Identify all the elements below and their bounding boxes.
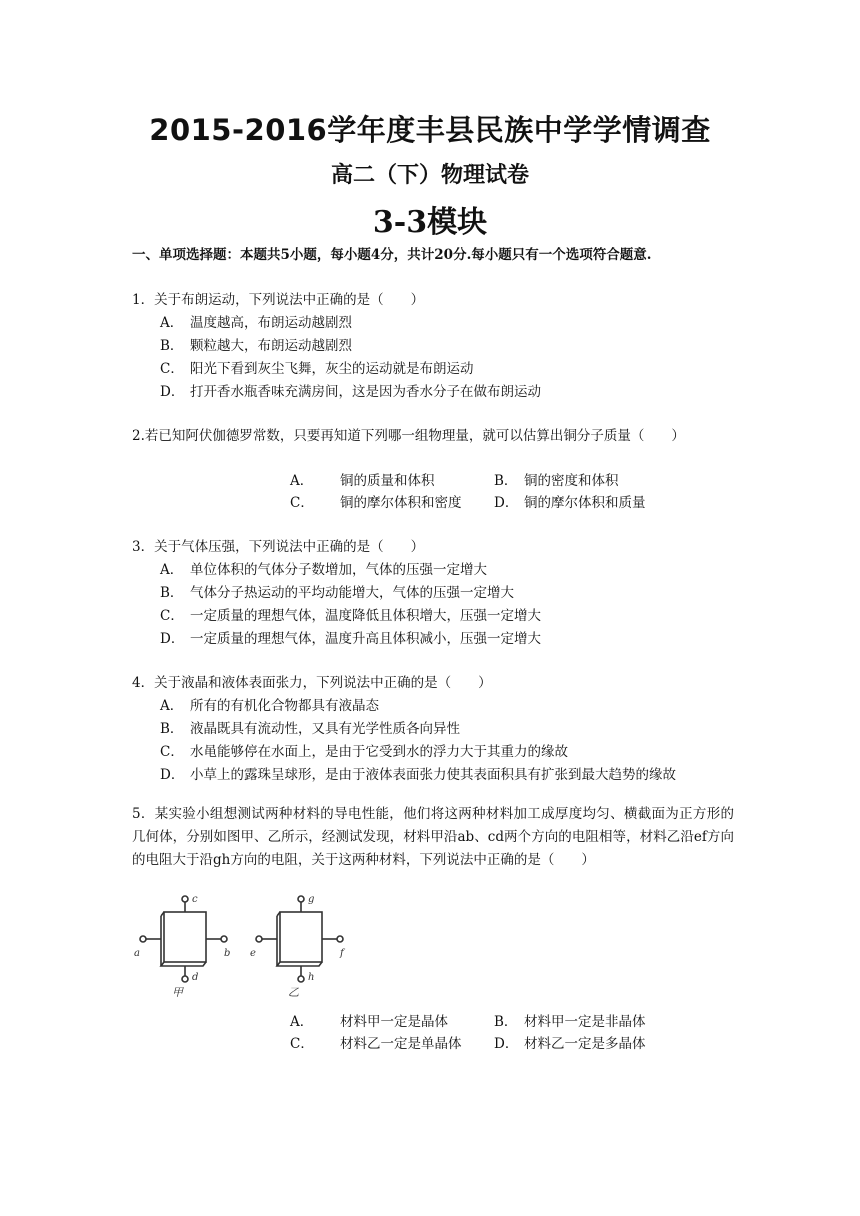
option-letter: C．	[290, 1036, 314, 1052]
option-text: 所有的有机化合物都具有液晶态	[190, 698, 379, 714]
label-f: f	[340, 948, 344, 959]
question-4-option-c	[160, 740, 568, 760]
question-1-option-b	[160, 334, 352, 354]
option-letter: D．	[160, 767, 185, 783]
option-text: 单位体积的气体分子数增加，气体的压强一定增大	[190, 562, 487, 578]
question-1-stem: 1．关于布朗运动，下列说法中正确的是（ ）	[132, 292, 425, 308]
question-1-option-c	[160, 357, 474, 377]
caption-yi: 乙	[288, 986, 299, 999]
option-text: 气体分子热运动的平均动能增大，气体的压强一定增大	[190, 585, 514, 601]
label-h: h	[308, 972, 315, 983]
label-c: c	[192, 894, 198, 905]
question-5-stem: 5．某实验小组想测试两种材料的导电性能，他们将这两种材料加工成厚度均匀、横截面为正方形的几何体，分别如图甲、乙所示，经测试发现，材料甲沿ab、cd两个方向的电阻相等，材料乙沿ef方向的电阻大于沿gh方向的电阻，关于这两种材料，下列说法中正确的是（ ）	[132, 806, 734, 868]
option-letter: C．	[160, 744, 184, 760]
question-4-option-d	[160, 763, 676, 783]
option-letter: A．	[160, 315, 184, 331]
option-text: 一定质量的理想气体，温度升高且体积减小，压强一定增大	[190, 631, 541, 647]
label-b: b	[224, 948, 231, 959]
option-letter: D．	[160, 631, 185, 647]
question-3-option-a	[160, 558, 487, 578]
option-text: 打开香水瓶香味充满房间，这是因为香水分子在做布朗运动	[190, 384, 541, 400]
option-text: 阳光下看到灰尘飞舞，灰尘的运动就是布朗运动	[190, 361, 474, 377]
option-text: 铜的密度和体积	[524, 473, 619, 489]
option-text: 一定质量的理想气体，温度降低且体积增大，压强一定增大	[190, 608, 541, 624]
question-2-option-b	[494, 469, 619, 489]
question-1-option-a	[160, 311, 352, 331]
label-a: a	[134, 948, 140, 959]
option-letter: A．	[290, 1014, 314, 1030]
question-5-option-d	[494, 1032, 646, 1052]
exam-subtitle: 高二（下）物理试卷	[330, 163, 529, 188]
option-text: 材料乙一定是多晶体	[524, 1036, 646, 1052]
option-letter: C．	[160, 608, 184, 624]
caption-jia: 甲	[172, 986, 183, 999]
option-letter: B．	[494, 473, 518, 489]
option-text: 材料甲一定是非晶体	[524, 1014, 646, 1030]
question-2-stem: 2.若已知阿伏伽德罗常数，只要再知道下列哪一组物理量，就可以估算出铜分子质量（ ）	[132, 428, 685, 444]
option-text: 铜的质量和体积	[340, 473, 435, 489]
option-text: 颗粒越大，布朗运动越剧烈	[190, 338, 352, 354]
question-3-option-c	[160, 604, 541, 624]
question-5-figure	[132, 890, 372, 1000]
question-3-stem: 3．关于气体压强，下列说法中正确的是（ ）	[132, 539, 425, 555]
question-4-stem: 4．关于液晶和液体表面张力，下列说法中正确的是（ ）	[132, 675, 492, 691]
question-5-option-a	[290, 1010, 448, 1030]
option-letter: C．	[290, 495, 314, 511]
question-3-option-b	[160, 581, 514, 601]
question-3-option-d	[160, 627, 541, 647]
option-letter: D．	[494, 495, 519, 511]
option-letter: B．	[160, 585, 184, 601]
module-title: 3-3模块	[372, 205, 488, 240]
option-letter: A．	[290, 473, 314, 489]
option-letter: A．	[160, 698, 184, 714]
question-5-option-c	[290, 1032, 462, 1052]
label-e: e	[250, 948, 256, 959]
option-letter: C．	[160, 361, 184, 377]
question-2-option-c	[290, 491, 462, 511]
exam-title: 2015-2016学年度丰县民族中学学情调查	[149, 113, 711, 147]
option-letter: B．	[160, 721, 184, 737]
question-4-option-a	[160, 694, 379, 714]
figure-yi	[256, 896, 343, 982]
section-heading: 一、单项选择题：本题共5小题，每小题4分，共计20分.每小题只有一个选项符合题意.	[132, 247, 652, 263]
question-1-option-d	[160, 380, 541, 400]
option-letter: B．	[160, 338, 184, 354]
option-text: 小草上的露珠呈球形，是由于液体表面张力使其表面积具有扩张到最大趋势的缘故	[190, 767, 676, 783]
label-g: g	[308, 894, 315, 905]
label-d: d	[192, 972, 199, 983]
question-2-option-a	[290, 469, 435, 489]
option-text: 温度越高，布朗运动越剧烈	[190, 315, 352, 331]
option-letter: A．	[160, 562, 184, 578]
figure-jia	[140, 896, 227, 982]
question-5-option-b	[494, 1010, 646, 1030]
option-letter: D．	[494, 1036, 519, 1052]
option-text: 材料甲一定是晶体	[340, 1014, 448, 1030]
question-4-option-b	[160, 717, 460, 737]
option-text: 水黾能够停在水面上，是由于它受到水的浮力大于其重力的缘故	[190, 744, 568, 760]
option-letter: D．	[160, 384, 185, 400]
option-text: 铜的摩尔体积和质量	[524, 495, 646, 511]
option-text: 铜的摩尔体积和密度	[340, 495, 462, 511]
option-text: 材料乙一定是单晶体	[340, 1036, 462, 1052]
option-letter: B．	[494, 1014, 518, 1030]
option-text: 液晶既具有流动性，又具有光学性质各向异性	[190, 721, 460, 737]
question-2-option-d	[494, 491, 646, 511]
